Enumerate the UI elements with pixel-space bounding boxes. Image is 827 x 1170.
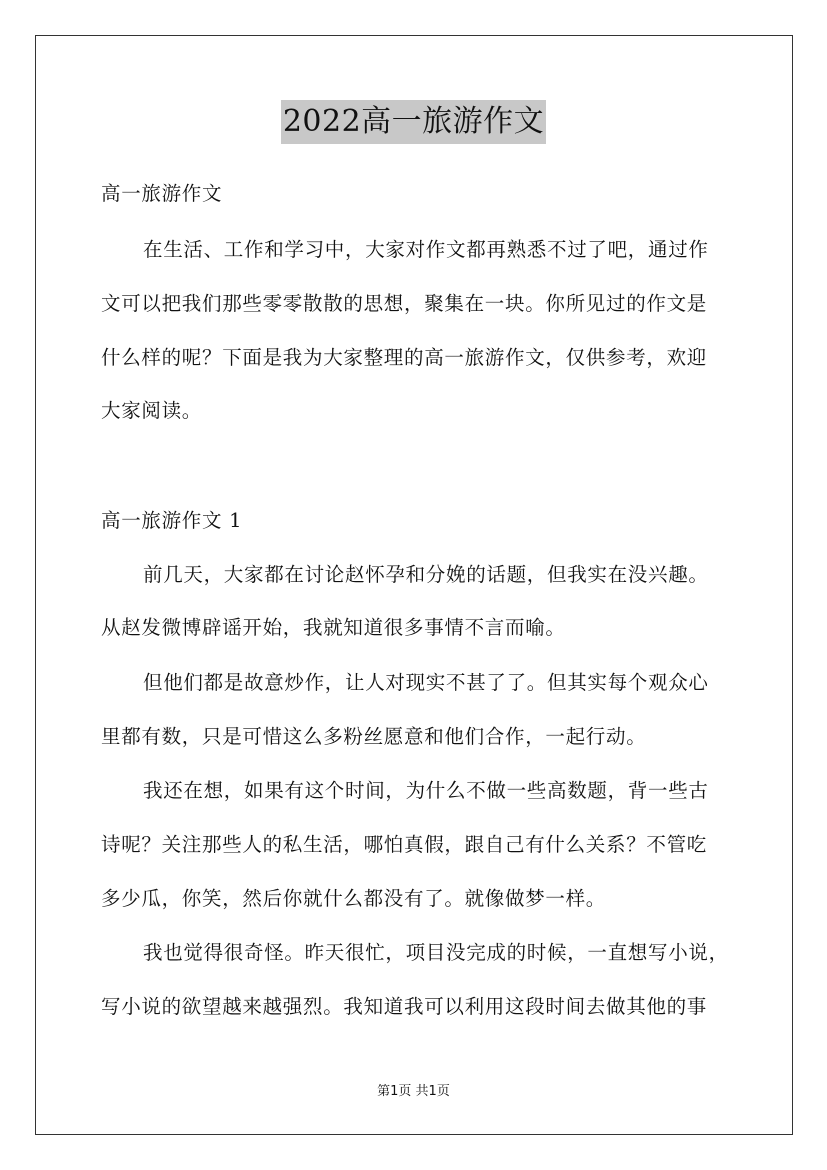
page-footer: 第1页 共1页 [377, 1084, 450, 1099]
section-line-2: 从赵发微博辟谣开始，我就知道很多事情不言而喻。 [101, 616, 566, 639]
section-line-5: 我还在想，如果有这个时间，为什么不做一些高数题，背一些古 [143, 779, 709, 802]
section-line-7: 多少瓜，你笑，然后你就什么都没有了。就像做梦一样。 [101, 887, 607, 910]
intro-line-2: 文可以把我们那些零零散散的思想，聚集在一块。你所见过的作文是 [101, 292, 708, 315]
intro-heading: 高一旅游作文 [101, 182, 223, 205]
section-line-1: 前几天，大家都在讨论赵怀孕和分娩的话题，但我实在没兴趣。 [143, 563, 709, 586]
section-line-4: 里都有数，只是可惜这么多粉丝愿意和他们合作，一起行动。 [101, 725, 647, 748]
document-title: 2022高一旅游作文 [281, 100, 546, 144]
section-line-6: 诗呢？关注那些人的私生活，哪怕真假，跟自己有什么关系？不管吃 [101, 833, 708, 856]
intro-line-1: 在生活、工作和学习中，大家对作文都再熟悉不过了吧，通过作 [143, 238, 709, 261]
intro-line-3: 什么样的呢？下面是我为大家整理的高一旅游作文，仅供参考，欢迎 [101, 346, 708, 369]
section-line-9: 写小说的欲望越来越强烈。我知道我可以利用这段时间去做其他的事 [101, 995, 708, 1018]
section-line-3: 但他们都是故意炒作，让人对现实不甚了了。但其实每个观众心 [143, 671, 709, 694]
intro-line-4: 大家阅读。 [101, 399, 203, 422]
title-container [0, 100, 827, 144]
section-line-8: 我也觉得很奇怪。昨天很忙，项目没完成的时候，一直想写小说， [143, 941, 729, 964]
section-heading: 高一旅游作文 1 [101, 509, 243, 532]
